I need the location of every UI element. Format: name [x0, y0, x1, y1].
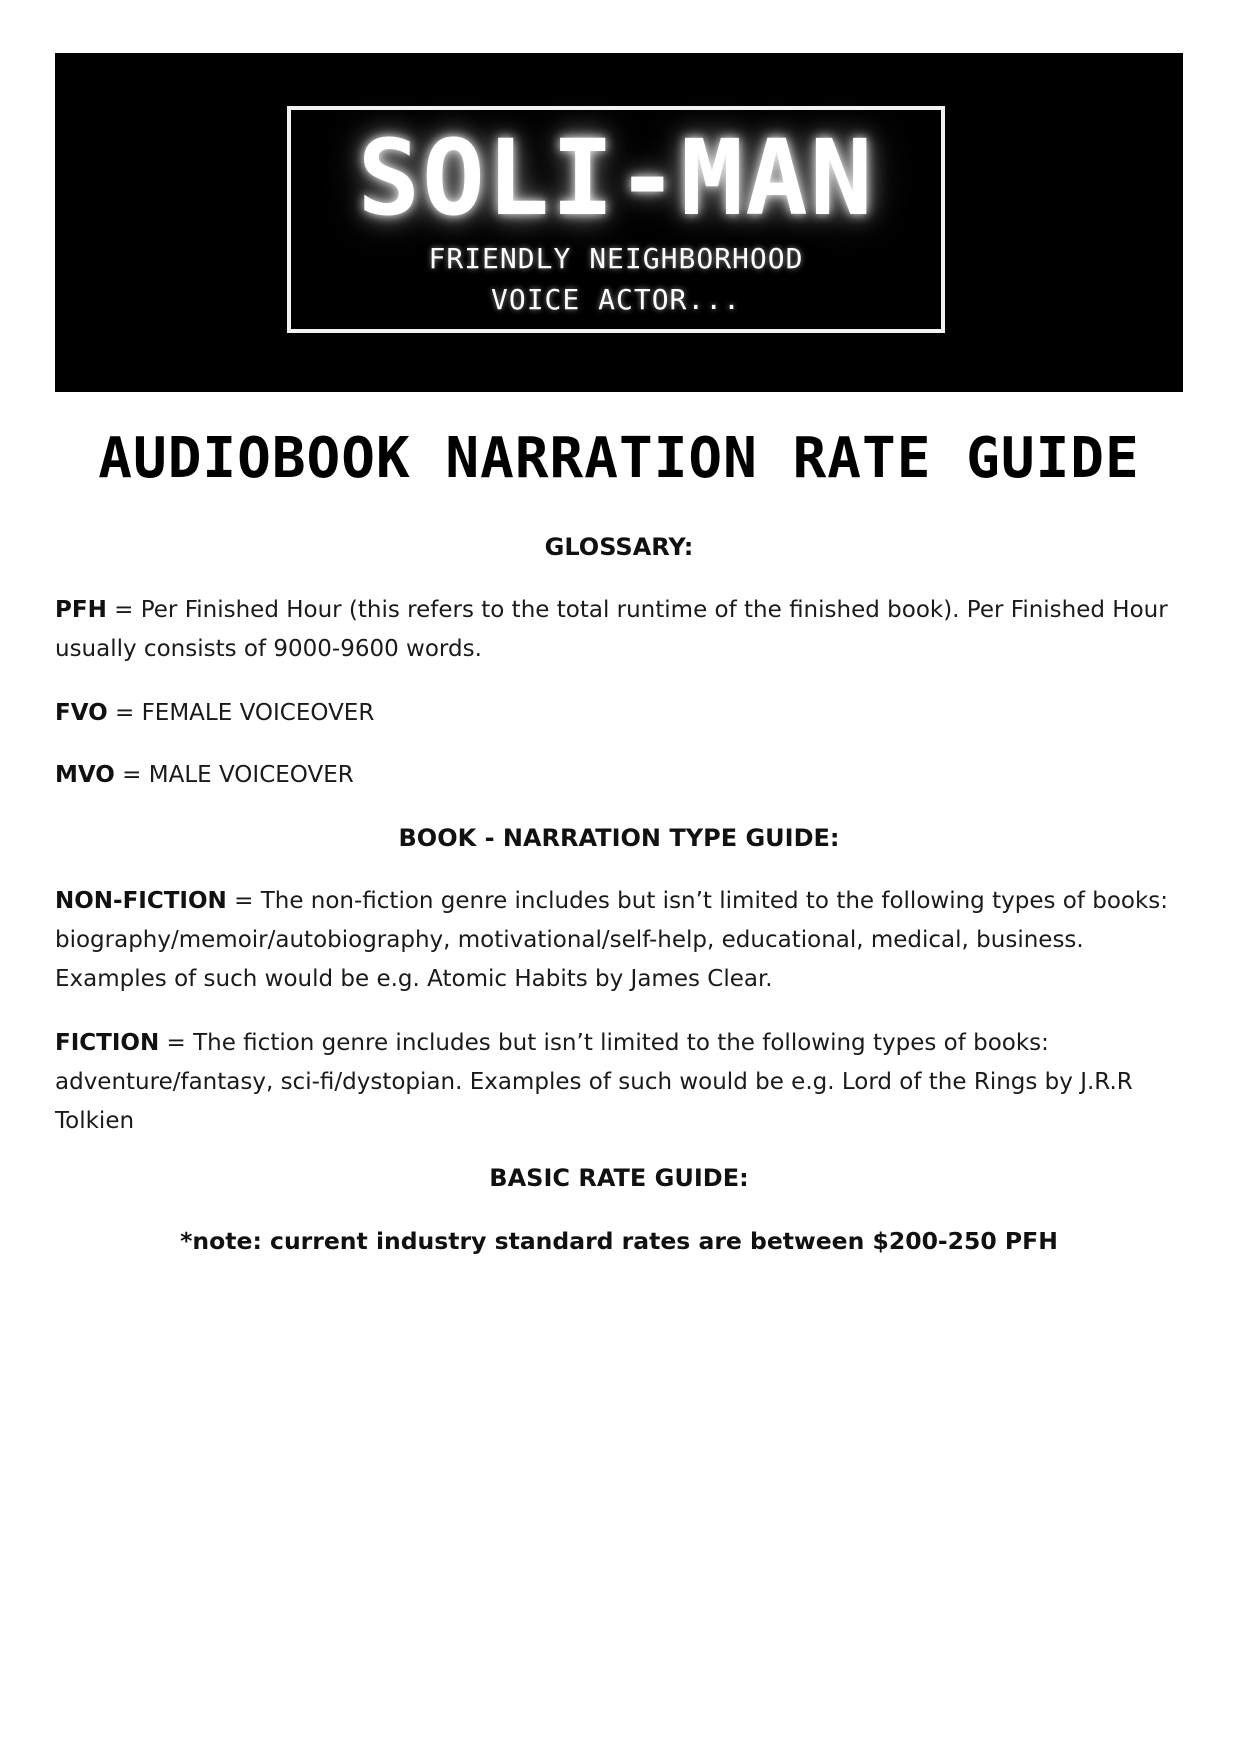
header-banner	[55, 53, 1183, 392]
rate-note: *note: current industry standard rates are between $200-250 PFH	[180, 1227, 1058, 1255]
glossary-definition: = Per Finished Hour (this refers to the total runtime of the finished book). Per Finished Hour usually consists of 9000-9600 words.	[55, 597, 1168, 662]
glossary-item-fvo	[55, 694, 1185, 733]
brand-logo-text: SOLI-MAN	[357, 117, 875, 239]
narration-type-heading: BOOK - NARRATION TYPE GUIDE:	[398, 824, 840, 852]
logo-frame	[287, 106, 945, 333]
glossary-term: PFH	[55, 597, 107, 623]
glossary-definition: = FEMALE VOICEOVER	[107, 700, 375, 726]
narration-definition: = The fiction genre includes but isn’t limited to the following types of books: adventure/fantasy, sci-fi/dystopian. Examples of such would be e.g. Lord of the Rings by J.R.R Tolkien	[55, 1030, 1133, 1134]
glossary-item-pfh	[55, 591, 1185, 669]
tagline-line-1: FRIENDLY NEIGHBORHOOD	[428, 242, 804, 275]
basic-rate-heading: BASIC RATE GUIDE:	[489, 1164, 749, 1192]
glossary-term: MVO	[55, 762, 115, 788]
narration-item-non-fiction	[55, 882, 1185, 999]
narration-term: NON-FICTION	[55, 888, 227, 914]
narration-term: FICTION	[55, 1030, 160, 1056]
glossary-definition: = MALE VOICEOVER	[114, 762, 354, 788]
narration-item-fiction	[55, 1024, 1185, 1141]
narration-definition: = The non-fiction genre includes but isn’t limited to the following types of books: biography/memoir/autobiography, motivational/self-help, educational, medical, business. Examples of such would be e.g. Atomic Habits by James Clear.	[55, 888, 1169, 992]
glossary-heading: GLOSSARY:	[544, 533, 694, 561]
tagline-line-2: VOICE ACTOR...	[490, 283, 741, 316]
page-title: AUDIOBOOK NARRATION RATE GUIDE	[98, 426, 1140, 491]
glossary-item-mvo	[55, 756, 1185, 795]
glossary-term: FVO	[55, 700, 108, 726]
